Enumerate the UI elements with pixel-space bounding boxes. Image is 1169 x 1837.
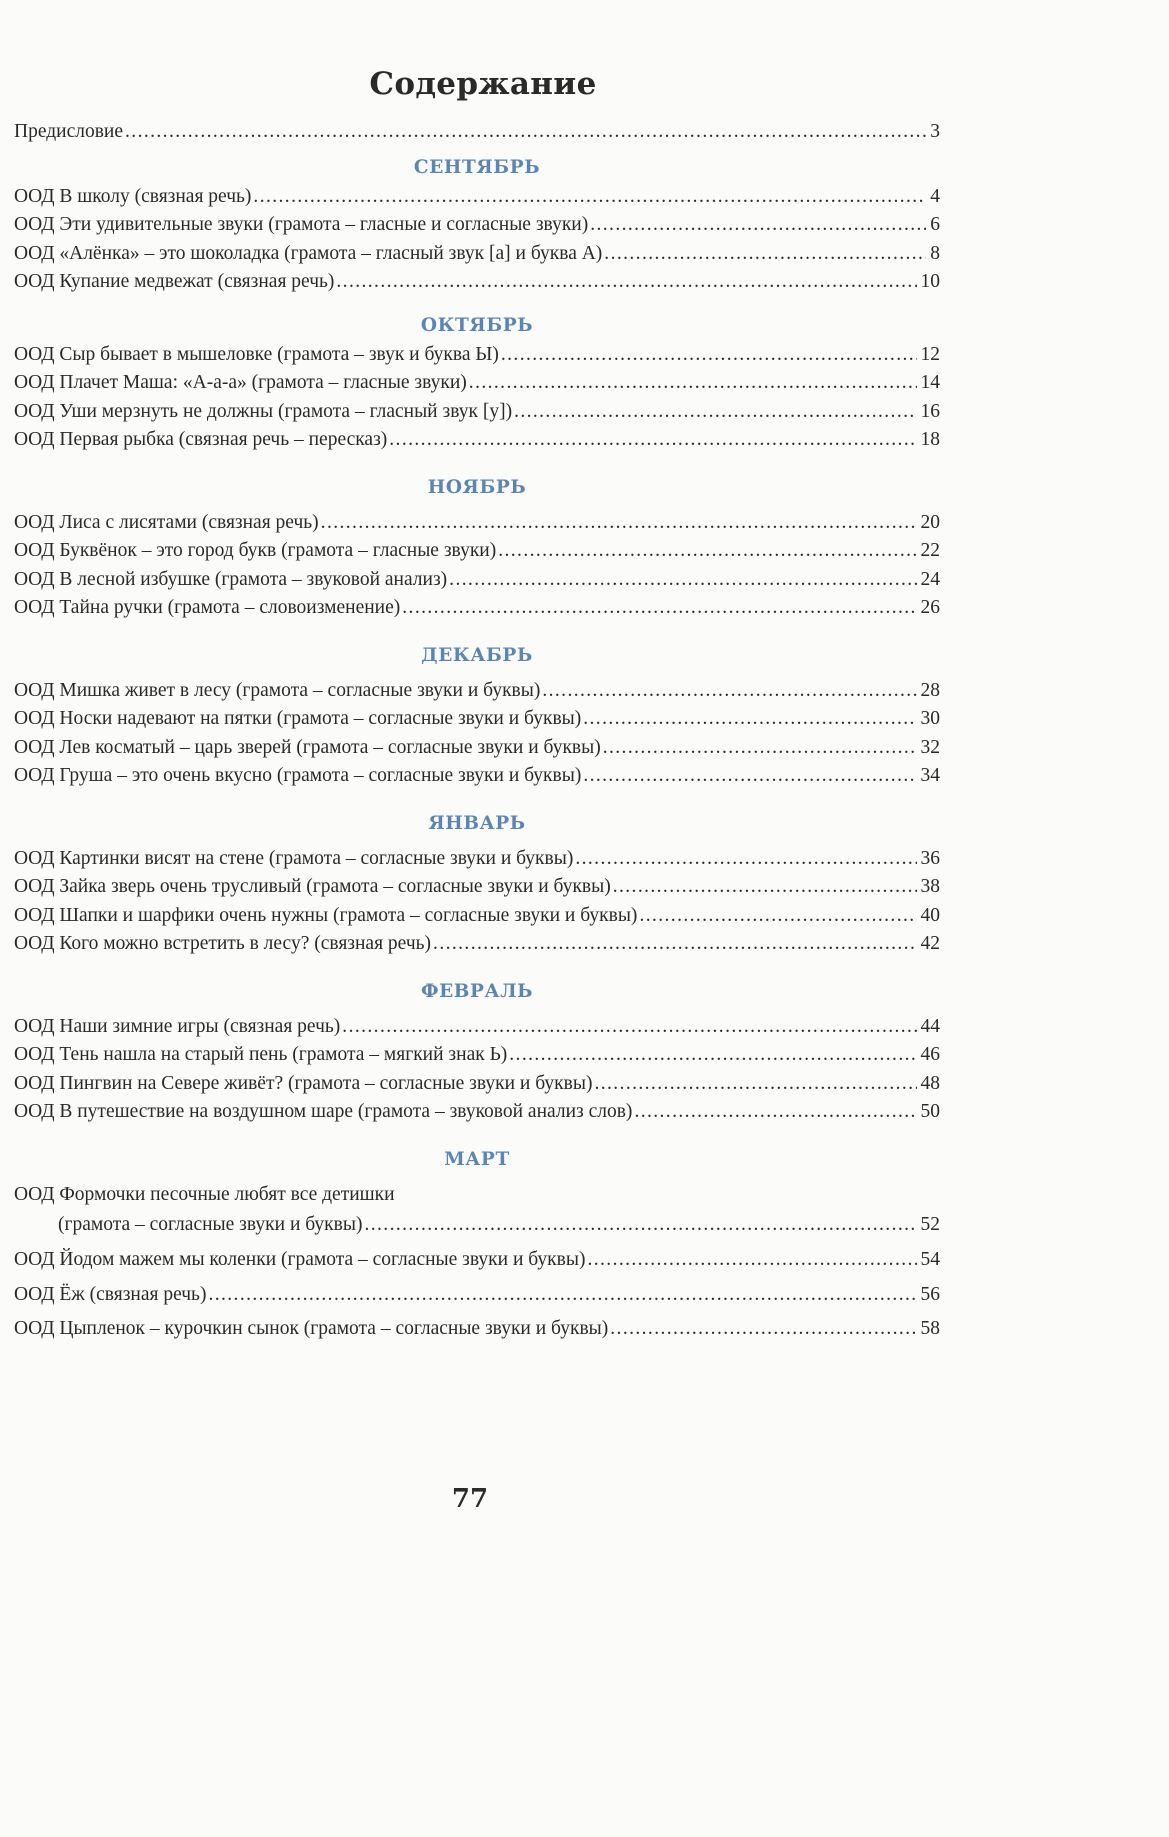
dot-leader [514, 398, 916, 427]
toc-entry-text: ООД Лиса с лисятами (связная речь) [14, 511, 319, 533]
toc-entry-text: ООД Йодом мажем мы коленки (грамота – согласные звуки и буквы) [14, 1249, 586, 1270]
toc-entry [14, 845, 940, 874]
toc-entry-text: ООД Наши зимние игры (связная речь) [14, 1015, 341, 1037]
dot-leader [542, 677, 916, 706]
dot-leader [364, 1209, 916, 1240]
month-heading-october: ОКТЯБРЬ [420, 314, 534, 336]
dot-leader [509, 1041, 916, 1070]
dot-leader [604, 240, 926, 269]
toc-entry [14, 873, 940, 902]
toc-entry-text: ООД Ёж (связная речь) [14, 1283, 207, 1305]
toc-entry [14, 240, 940, 269]
page-title: Содержание [369, 66, 597, 102]
toc-entry-text: ООД Формочки песочные любят все детишки [14, 1183, 395, 1205]
toc-entry [14, 705, 940, 734]
toc-entry-page: 58 [920, 1318, 940, 1339]
dot-leader [253, 183, 926, 212]
dot-leader [469, 369, 917, 398]
toc-entry-text: ООД Лев косматый – царь зверей (грамота – согласные звуки и буквы) [14, 736, 601, 758]
toc-entry-page: 34 [920, 765, 940, 786]
toc-entry-page: 18 [920, 429, 940, 450]
toc-entry [14, 1013, 940, 1042]
toc-entry-text: ООД Сыр бывает в мышеловке (грамота – звук и буква Ы) [14, 343, 499, 365]
toc-entry-page: 20 [920, 511, 940, 533]
toc-entry [14, 398, 940, 427]
toc-entry-text: ООД Мишка живет в лесу (грамота – согласные звуки и буквы) [14, 679, 541, 701]
toc-entry [14, 426, 940, 455]
toc-entry-text-2: (грамота – согласные звуки и буквы) [58, 1214, 363, 1235]
toc-entry [14, 211, 940, 240]
dot-leader [498, 537, 916, 566]
toc-entry-page: 4 [930, 185, 940, 207]
dot-leader [125, 118, 926, 147]
toc-entry-text: ООД Картинки висят на стене (грамота – согласные звуки и буквы) [14, 847, 574, 869]
toc-entry [14, 930, 940, 959]
toc-entry-page: 32 [920, 736, 940, 758]
toc-entry-page: 12 [920, 343, 940, 365]
toc-entry [14, 1181, 940, 1241]
toc-entry [14, 1246, 940, 1275]
toc-entry [14, 762, 940, 791]
dot-leader [587, 1246, 916, 1275]
toc-entry-text: ООД Первая рыбка (связная речь – пересказ) [14, 429, 388, 450]
toc-entry-preface [14, 118, 940, 147]
toc-entry-text: ООД Купание медвежат (связная речь) [14, 271, 335, 292]
toc-entry-text: ООД В школу (связная речь) [14, 185, 252, 207]
dot-leader [336, 268, 916, 297]
toc-entry-text: ООД Пингвин на Севере живёт? (грамота – согласные звуки и буквы) [14, 1072, 593, 1094]
table-of-contents [14, 118, 940, 1344]
dot-leader [583, 762, 916, 791]
toc-entry-text: ООД Плачет Маша: «А-а-а» (грамота – гласные звуки) [14, 372, 467, 393]
page-number: 77 [451, 1484, 489, 1514]
toc-entry-page: 28 [920, 679, 940, 701]
dot-leader [449, 566, 916, 595]
month-heading-december: ДЕКАБРЬ [421, 644, 533, 666]
toc-entry-page: 42 [920, 933, 940, 954]
dot-leader [321, 509, 917, 538]
dot-leader [501, 341, 917, 370]
toc-entry-page: 10 [920, 271, 940, 292]
dot-leader [590, 211, 926, 240]
dot-leader [603, 734, 917, 763]
toc-entry [14, 677, 940, 706]
dot-leader [433, 930, 916, 959]
toc-entry-text: ООД В лесной избушке (грамота – звуковой анализ) [14, 568, 448, 590]
dot-leader [613, 873, 917, 902]
toc-entry-text: ООД В путешествие на воздушном шаре (грамота – звуковой анализ слов) [14, 1101, 633, 1122]
toc-entry-text: ООД Кого можно встретить в лесу? (связная речь) [14, 933, 432, 954]
toc-entry-continuation [14, 1209, 940, 1240]
toc-entry-page: 38 [920, 876, 940, 897]
toc-entry [14, 566, 940, 595]
toc-entry-text: ООД Зайка зверь очень трусливый (грамота – согласные звуки и буквы) [14, 876, 611, 897]
dot-leader [583, 705, 916, 734]
toc-entry-page: 40 [920, 904, 940, 926]
toc-entry [14, 509, 940, 538]
toc-entry-page: 3 [930, 121, 940, 142]
dot-leader [575, 845, 916, 874]
toc-entry [14, 268, 940, 297]
toc-entry [14, 1315, 940, 1344]
month-heading-january: ЯНВАРЬ [428, 812, 526, 834]
dot-leader [634, 1098, 916, 1127]
toc-entry-text: ООД Цыпленок – курочкин сынок (грамота – согласные звуки и буквы) [14, 1318, 609, 1339]
toc-entry [14, 341, 940, 370]
toc-entry-page: 16 [920, 400, 940, 422]
toc-entry [14, 1098, 940, 1127]
toc-entry-text: ООД Шапки и шарфики очень нужны (грамота – согласные звуки и буквы) [14, 904, 638, 926]
toc-entry [14, 902, 940, 931]
toc-entry-text: ООД Уши мерзнуть не должны (грамота – гласный звук [у]) [14, 400, 513, 422]
toc-entry-text: ООД Тень нашла на старый пень (грамота – мягкий знак Ь) [14, 1044, 508, 1065]
toc-entry-page: 44 [920, 1015, 940, 1037]
toc-entry [14, 1041, 940, 1070]
toc-entry [14, 1070, 940, 1099]
toc-entry-text: ООД Груша – это очень вкусно (грамота – согласные звуки и буквы) [14, 765, 582, 786]
month-heading-september: СЕНТЯБРЬ [413, 156, 541, 178]
toc-entry [14, 183, 940, 212]
toc-entry [14, 369, 940, 398]
toc-entry [14, 594, 940, 623]
dot-leader [342, 1013, 916, 1042]
toc-entry-text: ООД Эти удивительные звуки (грамота – гласные и согласные звуки) [14, 214, 589, 235]
toc-entry-page: 26 [920, 597, 940, 618]
toc-entry-page: 22 [920, 540, 940, 561]
toc-entry-page: 8 [930, 242, 940, 264]
dot-leader [594, 1070, 916, 1099]
month-heading-november: НОЯБРЬ [427, 476, 527, 498]
dot-leader [389, 426, 916, 455]
toc-entry-text: Предисловие [14, 121, 124, 142]
dot-leader [610, 1315, 916, 1344]
toc-entry [14, 537, 940, 566]
toc-entry-page: 50 [920, 1101, 940, 1122]
toc-entry-page: 52 [920, 1214, 940, 1235]
month-heading-february: ФЕВРАЛЬ [420, 980, 534, 1002]
toc-entry-page: 24 [920, 568, 940, 590]
dot-leader [402, 594, 916, 623]
toc-entry-page: 46 [920, 1044, 940, 1065]
toc-entry [14, 734, 940, 763]
toc-entry-page: 14 [920, 372, 940, 393]
dot-leader [208, 1281, 916, 1310]
toc-entry-page: 48 [920, 1072, 940, 1094]
toc-entry-text: ООД Тайна ручки (грамота – словоизменение) [14, 597, 401, 618]
toc-entry-page: 36 [920, 847, 940, 869]
month-heading-march: МАРТ [444, 1148, 510, 1170]
toc-entry-page: 56 [920, 1283, 940, 1305]
toc-entry [14, 1281, 940, 1310]
toc-entry-page: 30 [920, 708, 940, 729]
toc-entry-page: 54 [920, 1249, 940, 1270]
toc-entry-text: ООД «Алёнка» – это шоколадка (грамота – гласный звук [а] и буква А) [14, 242, 603, 264]
toc-entry-text: ООД Носки надевают на пятки (грамота – согласные звуки и буквы) [14, 708, 582, 729]
toc-entry-text: ООД Буквёнок – это город букв (грамота – гласные звуки) [14, 540, 497, 561]
toc-entry-page: 6 [930, 214, 940, 235]
dot-leader [639, 902, 916, 931]
